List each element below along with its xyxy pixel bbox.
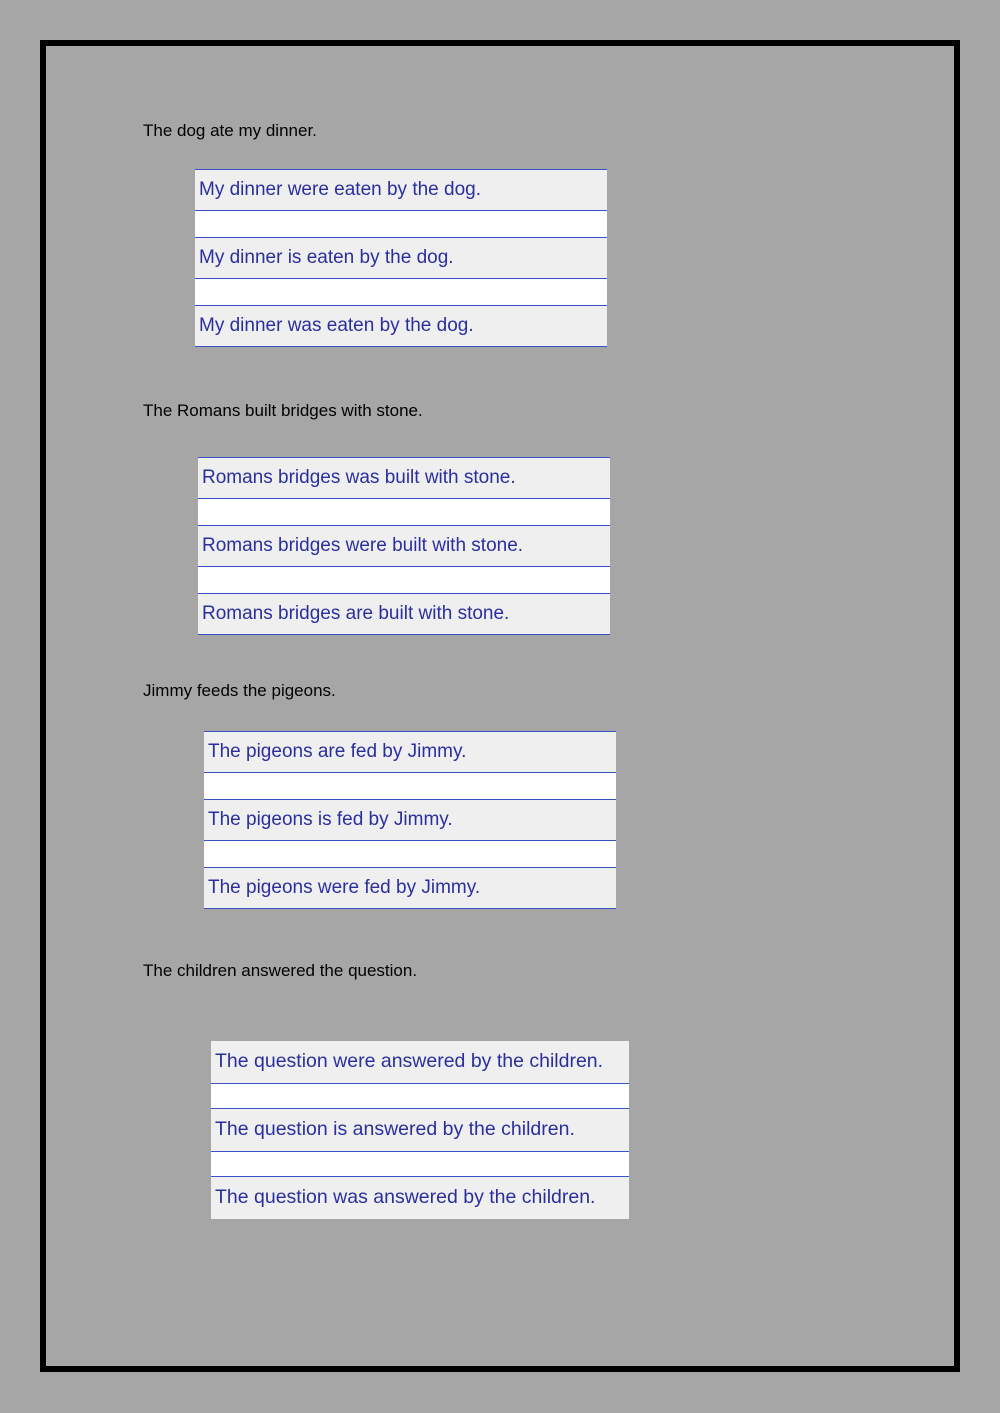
answer-option[interactable]: The question was answered by the children. bbox=[211, 1177, 629, 1219]
answer-option[interactable]: The pigeons are fed by Jimmy. bbox=[204, 731, 616, 773]
answer-option[interactable]: Romans bridges were built with stone. bbox=[198, 525, 610, 567]
question-4: The children answered the question. bbox=[143, 961, 418, 980]
option-spacer bbox=[198, 567, 610, 593]
answer-option[interactable]: Romans bridges was built with stone. bbox=[198, 457, 610, 499]
answer-options-4 bbox=[211, 1041, 629, 1219]
answer-option[interactable]: My dinner was eaten by the dog. bbox=[195, 305, 607, 347]
option-spacer bbox=[204, 773, 616, 799]
answer-option[interactable]: My dinner were eaten by the dog. bbox=[195, 169, 607, 211]
answer-options-2 bbox=[198, 457, 610, 635]
question-2: The Romans built bridges with stone. bbox=[143, 401, 423, 420]
answer-option[interactable]: The question is answered by the children. bbox=[211, 1109, 629, 1151]
option-spacer bbox=[195, 279, 607, 305]
answer-option[interactable]: The pigeons is fed by Jimmy. bbox=[204, 799, 616, 841]
option-spacer bbox=[211, 1083, 629, 1109]
answer-option[interactable]: The pigeons were fed by Jimmy. bbox=[204, 867, 616, 909]
answer-options-1 bbox=[195, 169, 607, 347]
answer-options-3 bbox=[204, 731, 616, 909]
question-3: Jimmy feeds the pigeons. bbox=[143, 681, 336, 700]
answer-option[interactable]: The question were answered by the children. bbox=[211, 1041, 629, 1083]
option-spacer bbox=[211, 1151, 629, 1177]
answer-option[interactable]: Romans bridges are built with stone. bbox=[198, 593, 610, 635]
option-spacer bbox=[195, 211, 607, 237]
option-spacer bbox=[198, 499, 610, 525]
option-spacer bbox=[204, 841, 616, 867]
question-1: The dog ate my dinner. bbox=[143, 121, 317, 140]
answer-option[interactable]: My dinner is eaten by the dog. bbox=[195, 237, 607, 279]
